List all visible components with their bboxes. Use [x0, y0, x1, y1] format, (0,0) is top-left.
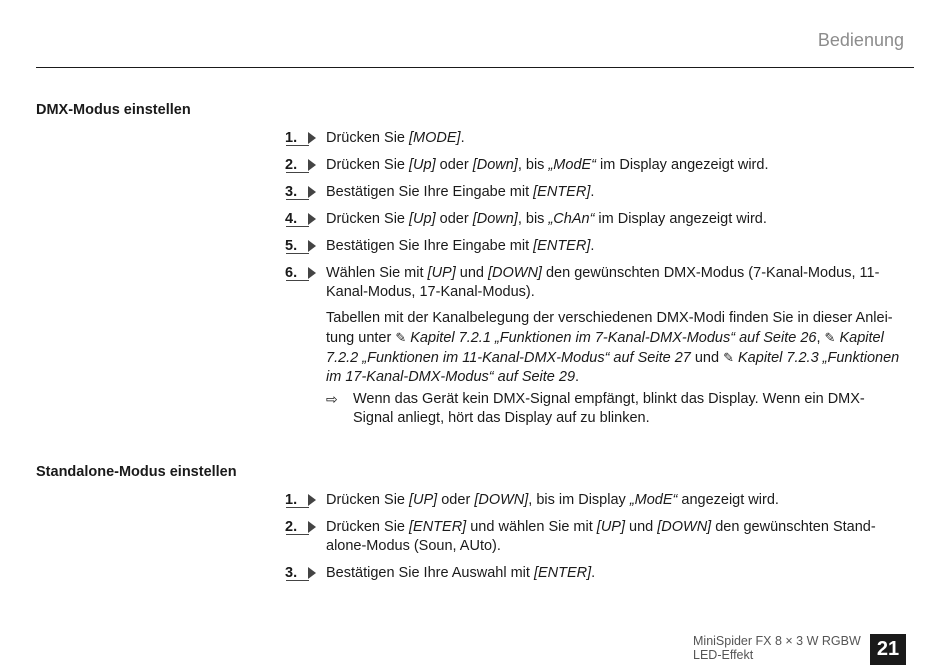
step-number: 3.	[285, 183, 323, 202]
step-list-dmx-mode	[285, 129, 915, 302]
step-list-standalone-mode	[285, 491, 915, 583]
step-5: 5. Bestätigen Sie Ihre Eingabe mit [ENTER].	[285, 238, 595, 254]
key-label: [Down]	[472, 157, 518, 173]
step-arrow-icon	[286, 226, 309, 227]
key-label: [Up]	[409, 211, 436, 227]
chapter-link-7-2-3-cont[interactable]: im 17-Kanal-DMX-Modus“ auf Seite 29	[326, 369, 576, 385]
step-arrow-icon	[286, 534, 309, 535]
step-arrow-head-icon	[308, 494, 316, 506]
display-text: „ChAn“	[548, 211, 595, 227]
step-number: 4.	[285, 210, 323, 229]
reference-icon: ✎	[723, 350, 734, 365]
result-arrow-icon: ⇨	[326, 391, 338, 407]
display-text: „ModE“	[548, 157, 597, 173]
step-arrow-icon	[286, 145, 309, 146]
chapter-link-7-2-2-cont[interactable]: 7.2.2 „Funktionen im 11-Kanal-DMX-Modus“ auf Seite 27	[326, 350, 691, 366]
result-note: ⇨ Wenn das Gerät kein DMX-Signal empfängt, blinkt das Display. Wenn ein DMX- Signal anliegt, hört das Display auf zu blinken.	[326, 391, 865, 426]
chapter-link-7-2-2[interactable]: Kapitel	[839, 330, 884, 346]
step-1: 1. Drücken Sie [UP] oder [DOWN], bis im Display „ModE“ angezeigt wird.	[285, 492, 779, 508]
step-number: 3.	[285, 564, 323, 583]
step-arrow-icon	[286, 280, 309, 281]
step-number: 2.	[285, 156, 323, 175]
section-heading-dmx-mode: DMX-Modus einstellen	[36, 102, 191, 118]
key-label: [DOWN]	[488, 265, 542, 281]
key-label: [ENTER]	[533, 238, 591, 254]
step-arrow-icon	[286, 172, 309, 173]
key-label: [UP]	[427, 265, 456, 281]
step-number: 2.	[285, 518, 323, 537]
step-arrow-head-icon	[308, 132, 316, 144]
step-6: 6. Wählen Sie mit [UP] und [DOWN] den gewünschten DMX-Modus (7-Kanal-Modus, 11- Kanal-Modus, 17-Kanal-Modus).	[285, 265, 880, 300]
step-arrow-icon	[286, 580, 309, 581]
page-header-title: Bedienung	[817, 30, 904, 50]
step-arrow-icon	[286, 507, 309, 508]
page-number: 21	[870, 634, 906, 665]
key-label: [Up]	[409, 157, 436, 173]
step-arrow-head-icon	[308, 186, 316, 198]
step-number: 6.	[285, 264, 323, 283]
step-1: 1. Drücken Sie [MODE].	[285, 130, 465, 146]
chapter-link-7-2-1[interactable]: Kapitel 7.2.1 „Funktionen im 7-Kanal-DMX-Modus“ auf Seite 26	[410, 330, 817, 346]
key-label: [UP]	[409, 492, 438, 508]
reference-icon: ✎	[824, 330, 836, 345]
step-arrow-head-icon	[308, 267, 316, 279]
footer-product-name: MiniSpider FX 8 × 3 W RGBW LED-Effekt	[693, 634, 861, 662]
key-label: [UP]	[596, 519, 625, 535]
step-number: 5.	[285, 237, 323, 256]
step-number: 1.	[285, 491, 323, 510]
key-label: [ENTER]	[409, 519, 467, 535]
step-number: 1.	[285, 129, 323, 148]
step-arrow-icon	[286, 199, 309, 200]
chapter-link-7-2-3[interactable]: Kapitel 7.2.3 „Funktionen	[738, 350, 900, 366]
key-label: [Down]	[472, 211, 518, 227]
step-arrow-head-icon	[308, 567, 316, 579]
step-arrow-head-icon	[308, 213, 316, 225]
step-3: 3. Bestätigen Sie Ihre Auswahl mit [ENTER].	[285, 565, 596, 581]
key-label: [MODE]	[409, 130, 461, 146]
key-label: [DOWN]	[657, 519, 712, 535]
step-3: 3. Bestätigen Sie Ihre Eingabe mit [ENTER].	[285, 184, 595, 200]
step-arrow-icon	[286, 253, 309, 254]
step-arrow-head-icon	[308, 521, 316, 533]
reference-icon: ✎	[395, 330, 407, 345]
header-rule	[36, 67, 914, 68]
key-label: [ENTER]	[533, 565, 592, 581]
key-label: [DOWN]	[474, 492, 529, 508]
info-paragraph: Tabellen mit der Kanalbelegung der verschiedenen DMX-Modi finden Sie in dieser Anlei- tung unter ✎ Kapitel 7.2.1 „Funktionen im 7-Kanal-DMX-Modus“ auf Seite 26, ✎ Kapitel 7.2.2 „Funktionen im 11-Kanal-DMX-Modus“ auf Seite 27 und ✎ Kapitel 7.2.3 „Funktionen im 17-Kanal-DMX-Modus“ auf Seite 29.	[326, 310, 900, 385]
key-label: [ENTER]	[533, 184, 591, 200]
step-4: 4. Drücken Sie [Up] oder [Down], bis „ChAn“ im Display angezeigt wird.	[285, 211, 767, 227]
step-arrow-head-icon	[308, 240, 316, 252]
step-arrow-head-icon	[308, 159, 316, 171]
section-heading-standalone-mode: Standalone-Modus einstellen	[36, 464, 237, 480]
display-text: „ModE“	[629, 492, 678, 508]
step-2: 2. Drücken Sie [Up] oder [Down], bis „ModE“ im Display angezeigt wird.	[285, 157, 769, 173]
step-2: 2. Drücken Sie [ENTER] und wählen Sie mit [UP] und [DOWN] den gewünschten Stand- alone-Modus (Soun, AUto).	[285, 519, 876, 554]
